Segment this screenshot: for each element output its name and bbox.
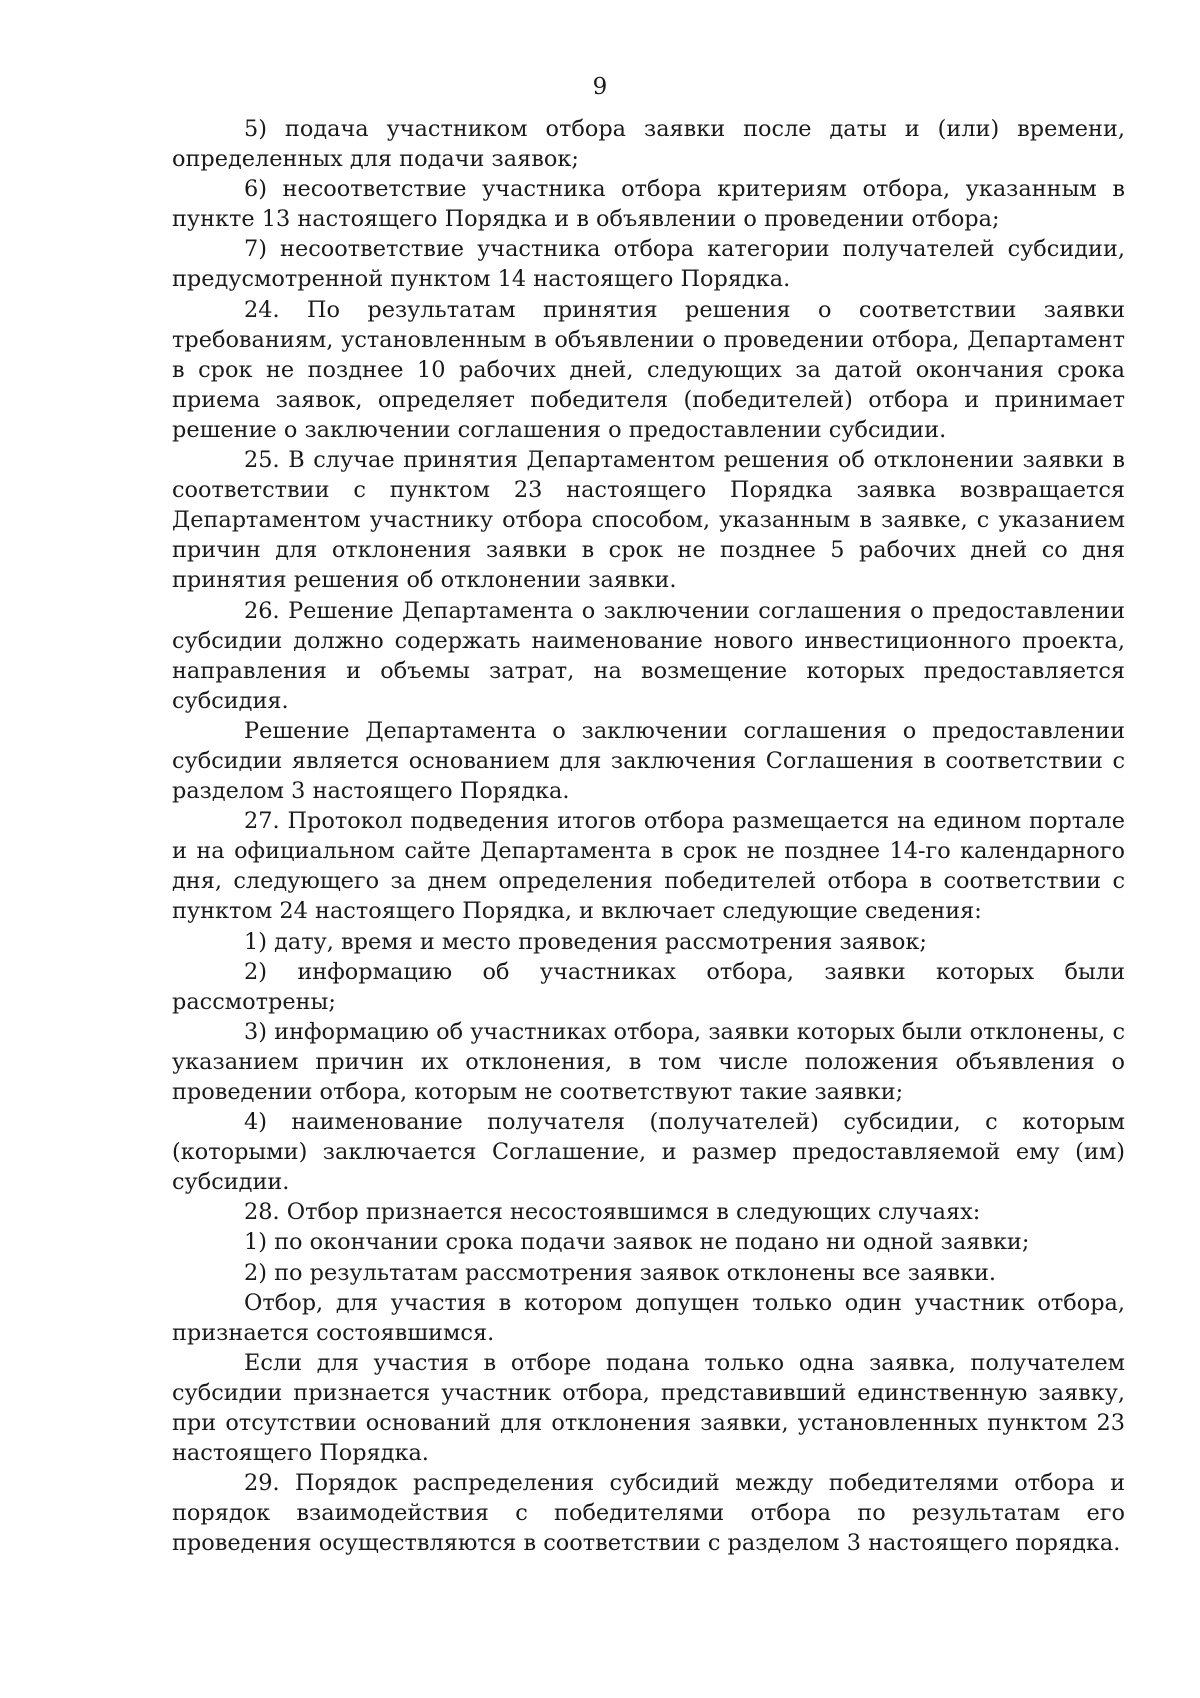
paragraph-clause-27-item-3: 3) информацию об участниках отбора, заявки которых были отклонены, с указанием причин их отклонения, в том числе положения объявления о проведении отбора, которым не соответствуют такие заявки; <box>172 1018 1125 1105</box>
paragraph-item-6: 6) несоответствие участника отбора критериям отбора, указанным в пункте 13 настоящего Порядка и в объявлении о проведении отбора; <box>172 176 1125 233</box>
paragraph-clause-26-continued: Решение Департамента о заключении соглашения о предоставлении субсидии является основанием для заключения Соглашения в соответствии с разделом 3 настоящего Порядка. <box>172 717 1125 805</box>
paragraph-clause-28-note-1: Отбор, для участия в котором допущен только один участник отбора, признается состоявшимся. <box>172 1289 1125 1346</box>
paragraph-clause-26: 26. Решение Департамента о заключении соглашения о предоставлении субсидии должно содержать наименование нового инвестиционного проекта, направления и объемы затрат, на возмещение которых предоставляется субсидия. <box>172 597 1125 714</box>
paragraph-clause-28-item-1: 1) по окончании срока подачи заявок не подано ни одной заявки; <box>244 1229 1030 1256</box>
paragraph-clause-25: 25. В случае принятия Департаментом решения об отклонении заявки в соответствии с пунктом 23 настоящего Порядка заявка возвращается Департаментом участнику отбора способом, указанным в заявке, с указанием причин для отклонения заявки в срок не позднее 5 рабочих дней со дня принятия решения об отклонении заявки. <box>172 447 1125 594</box>
paragraph-item-5: 5) подача участником отбора заявки после даты и (или) времени, определенных для подачи заявок; <box>172 116 1125 173</box>
paragraph-clause-28: 28. Отбор признается несостоявшимся в следующих случаях: <box>244 1199 981 1226</box>
paragraph-clause-24: 24. По результатам принятия решения о соответствии заявки требованиям, установленным в объявлении о проведении отбора, Департамент в срок не позднее 10 рабочих дней, следующих за датой окончания срока приема заявок, определяет победителя (победителей) отбора и принимает решение о заключении соглашения о предоставлении субсидии. <box>172 296 1125 443</box>
paragraph-clause-27: 27. Протокол подведения итогов отбора размещается на едином портале и на официальном сайте Департамента в срок не позднее 14-го календарного дня, следующего за днем определения победителей отбора в соответствии с пунктом 24 настоящего Порядка, и включает следующие сведения: <box>172 808 1125 925</box>
paragraph-clause-28-item-2: 2) по результатам рассмотрения заявок отклонены все заявки. <box>244 1259 997 1286</box>
paragraph-clause-28-note-2: Если для участия в отборе подана только одна заявка, получателем субсидии признается участник отбора, представивший единственную заявку, при отсутствии оснований для отклонения заявки, установленных пунктом 23 настоящего Порядка. <box>172 1349 1125 1467</box>
paragraph-clause-27-item-1: 1) дату, время и место проведения рассмотрения заявок; <box>244 928 927 955</box>
paragraph-clause-27-item-4: 4) наименование получателя (получателей) субсидии, с которым (которыми) заключается Соглашение, и размер предоставляемой ему (им) субсидии. <box>172 1109 1125 1196</box>
paragraph-clause-29: 29. Порядок распределения субсидий между победителями отбора и порядок взаимодействия с победителями отбора по результатам его проведения осуществляются в соответствии с разделом 3 настоящего порядка. <box>172 1470 1125 1557</box>
document-body <box>172 114 1125 1559</box>
paragraph-item-7: 7) несоответствие участника отбора категории получателей субсидии, предусмотренной пунктом 14 настоящего Порядка. <box>172 236 1125 293</box>
page-number: 9 <box>592 74 608 100</box>
paragraph-clause-27-item-2: 2) информацию об участниках отбора, заявки которых были рассмотрены; <box>172 958 1125 1015</box>
